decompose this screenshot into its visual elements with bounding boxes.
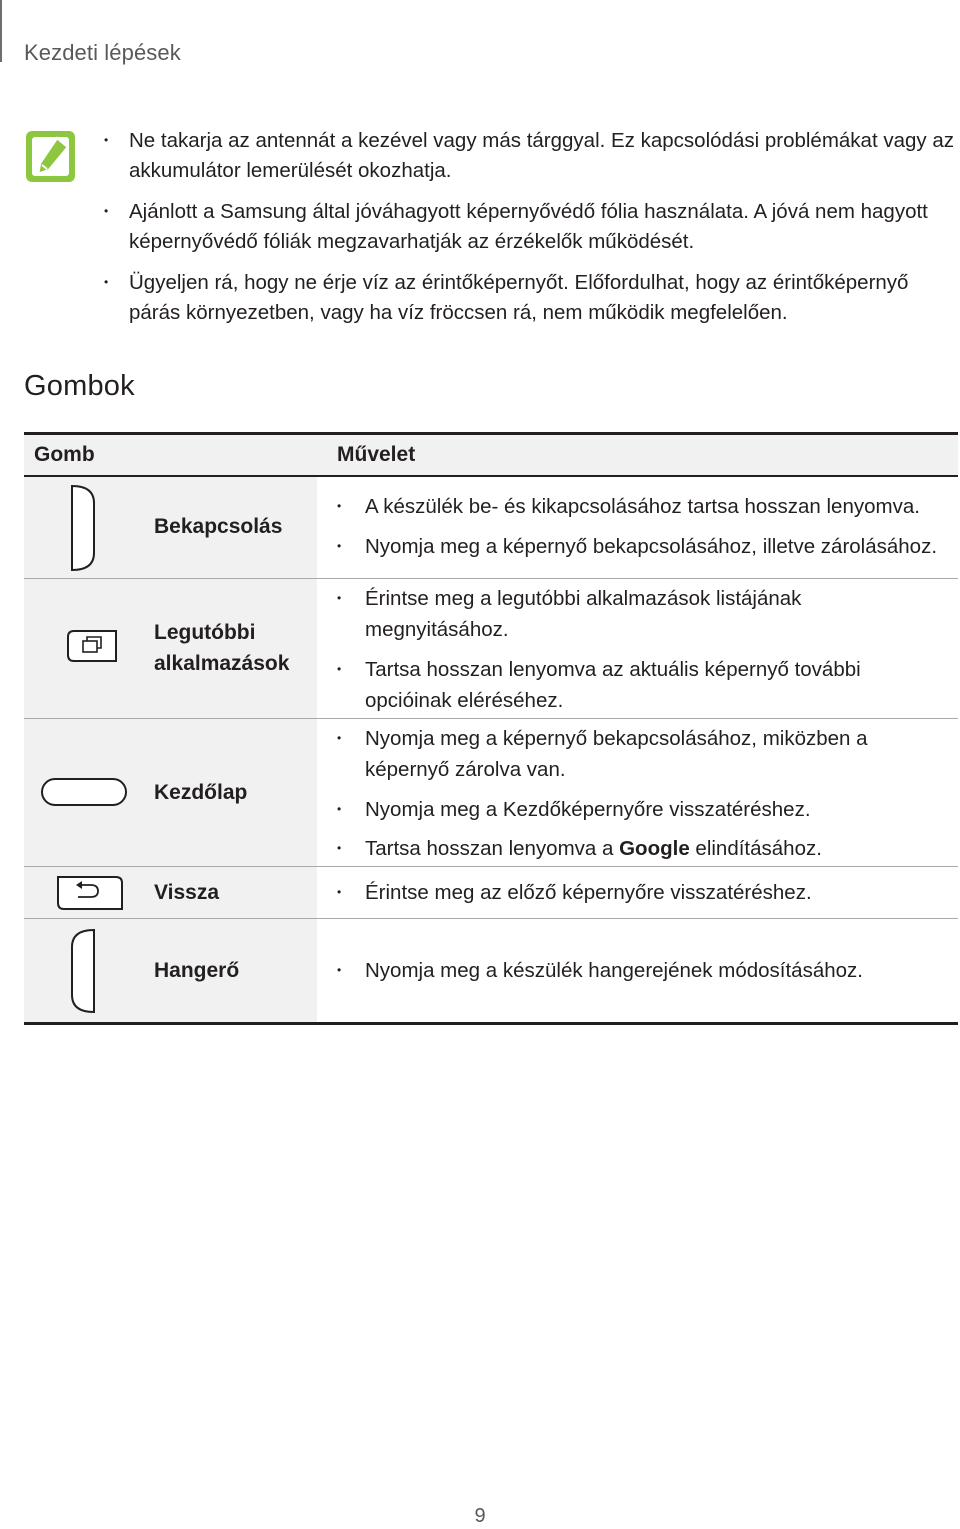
power-key-icon	[24, 483, 154, 573]
margin-line	[0, 0, 2, 62]
action-item	[337, 833, 950, 864]
recent-apps-key-icon	[24, 629, 154, 669]
action-item: • Érintse meg az előző képernyőre visszatéréshez.	[337, 877, 950, 908]
action-text: elindításához.	[689, 837, 822, 860]
buttons-table	[24, 432, 958, 1025]
button-name: Kezdőlap	[154, 781, 248, 804]
action-list	[337, 491, 950, 562]
button-name: Bekapcsolás	[154, 515, 283, 538]
pencil-note-icon	[24, 129, 77, 184]
action-item: • Érintse meg a legutóbbi alkalmazások listájának megnyitásához.	[337, 583, 950, 645]
action-item: • Nyomja meg a képernyő bekapcsolásához, illetve zárolásához.	[337, 531, 950, 562]
note-item: • Ajánlott a Samsung által jóváhagyott képernyővédő fólia használata. A jóvá nem hagyott képernyővédő fóliák megzavarhatják az érzékelők működését.	[104, 197, 954, 257]
action-item: • Nyomja meg a képernyő bekapcsolásához, miközben a képernyő zárolva van.	[337, 723, 950, 785]
action-item: • Tartsa hosszan lenyomva az aktuális képernyő további opcióinak eléréséhez.	[337, 654, 950, 716]
running-header: Kezdeti lépések	[24, 40, 181, 65]
table-row	[24, 867, 958, 919]
action-text: Tartsa hosszan lenyomva a	[365, 837, 620, 860]
note-list	[104, 126, 954, 339]
action-list	[337, 955, 950, 986]
button-name: Vissza	[154, 881, 219, 904]
column-header-button: Gomb	[34, 443, 95, 466]
volume-key-icon	[24, 927, 154, 1015]
button-name: Legutóbbi alkalmazások	[154, 621, 290, 675]
column-header-action: Művelet	[337, 443, 416, 466]
note-item: • Ne takarja az antennát a kezével vagy más tárggyal. Ez kapcsolódási problémákat vagy az akkumulátor lemerülését okozhatja.	[104, 126, 954, 186]
back-key-icon	[24, 875, 154, 911]
table-row	[24, 719, 958, 867]
action-item: • Nyomja meg a Kezdőképernyőre visszatéréshez.	[337, 794, 950, 825]
table-row	[24, 579, 958, 719]
action-item: • A készülék be- és kikapcsolásához tartsa hosszan lenyomva.	[337, 491, 950, 522]
action-list	[337, 723, 950, 864]
table-header-row	[24, 435, 958, 477]
action-list	[337, 583, 950, 716]
action-item: • Nyomja meg a készülék hangerejének módosításához.	[337, 955, 950, 986]
table-row	[24, 919, 958, 1022]
action-list	[337, 877, 950, 908]
google-label: Google	[619, 837, 690, 860]
button-name: Hangerő	[154, 959, 240, 982]
page-number: 9	[474, 1505, 486, 1527]
home-key-icon	[24, 777, 154, 809]
note-item: • Ügyeljen rá, hogy ne érje víz az érintőképernyőt. Előfordulhat, hogy az érintőképernyő párás környezetben, vagy ha víz fröccsen rá, nem működik megfelelően.	[104, 268, 954, 328]
section-title: Gombok	[24, 370, 135, 402]
table-row	[24, 477, 958, 579]
